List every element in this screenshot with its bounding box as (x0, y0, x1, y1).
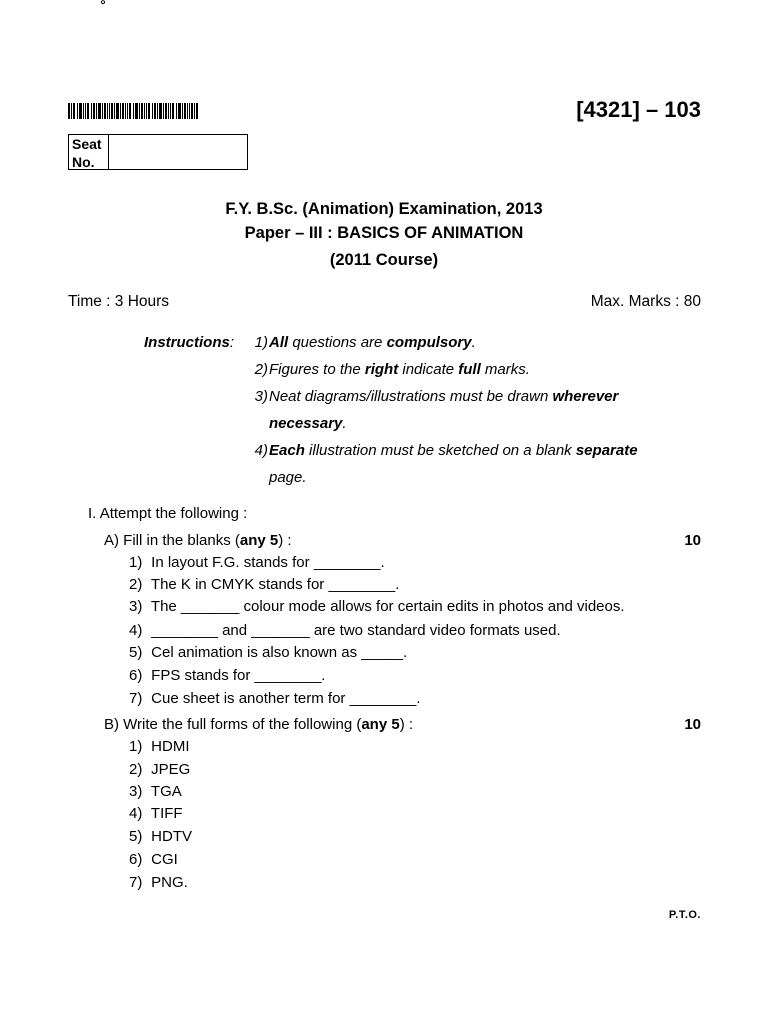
instruction-number: 1) (254, 334, 268, 351)
question-item: 1) In layout F.G. stands for ________. (129, 554, 385, 571)
instruction-3-continued: necessary. (269, 415, 347, 432)
instruction-number: 2) (254, 361, 268, 378)
pto-label: P.T.O. (668, 909, 701, 921)
question-item: 3) The _______ colour mode allows for certain edits in photos and videos. (129, 598, 625, 615)
question-item: 5) HDTV (129, 828, 193, 845)
part-a-marks: 10 (684, 532, 701, 549)
seat-number-box (68, 134, 248, 170)
question-item: 6) FPS stands for ________. (129, 667, 326, 684)
question-item: 1) HDMI (129, 738, 190, 755)
section-heading: I. Attempt the following : (88, 505, 248, 522)
seat-label: Seat No. (69, 135, 109, 169)
part-b-heading: B) Write the full forms of the following (any 5) : (104, 716, 414, 733)
instructions-heading: Instructions: (144, 334, 235, 351)
exam-title: F.Y. B.Sc. (Animation) Examination, 2013 (225, 200, 543, 218)
question-item: 4) ________ and _______ are two standard video formats used. (129, 622, 561, 639)
seat-number-field (109, 135, 247, 169)
part-b-marks: 10 (684, 716, 701, 733)
instruction-4: Each illustration must be sketched on a blank separate (269, 442, 638, 459)
instruction-2: Figures to the right indicate full marks. (269, 361, 530, 378)
question-item: 3) TGA (129, 783, 182, 800)
question-item: 7) Cue sheet is another term for ________. (129, 690, 421, 707)
corner-mark: ॰ (100, 0, 106, 11)
instruction-number: 3) (254, 388, 268, 405)
question-item: 7) PNG. (129, 874, 188, 891)
question-item: 5) Cel animation is also known as _____. (129, 644, 408, 661)
question-item: 2) The K in CMYK stands for ________. (129, 576, 400, 593)
time-allowed: Time : 3 Hours (68, 293, 170, 310)
instruction-number: 4) (254, 442, 268, 459)
paper-title: Paper – III : BASICS OF ANIMATION (244, 224, 524, 242)
max-marks: Max. Marks : 80 (590, 293, 701, 310)
instruction-3: Neat diagrams/illustrations must be drawn wherever (269, 388, 619, 405)
question-item: 6) CGI (129, 851, 178, 868)
paper-code: [4321] – 103 (576, 97, 701, 122)
course-title: (2011 Course) (329, 251, 439, 269)
question-item: 4) TIFF (129, 805, 183, 822)
instruction-1: All questions are compulsory. (269, 334, 476, 351)
question-item: 2) JPEG (129, 761, 191, 778)
barcode-icon (68, 103, 198, 119)
part-a-heading: A) Fill in the blanks (any 5) : (104, 532, 292, 549)
instruction-4-continued: page. (269, 469, 307, 486)
